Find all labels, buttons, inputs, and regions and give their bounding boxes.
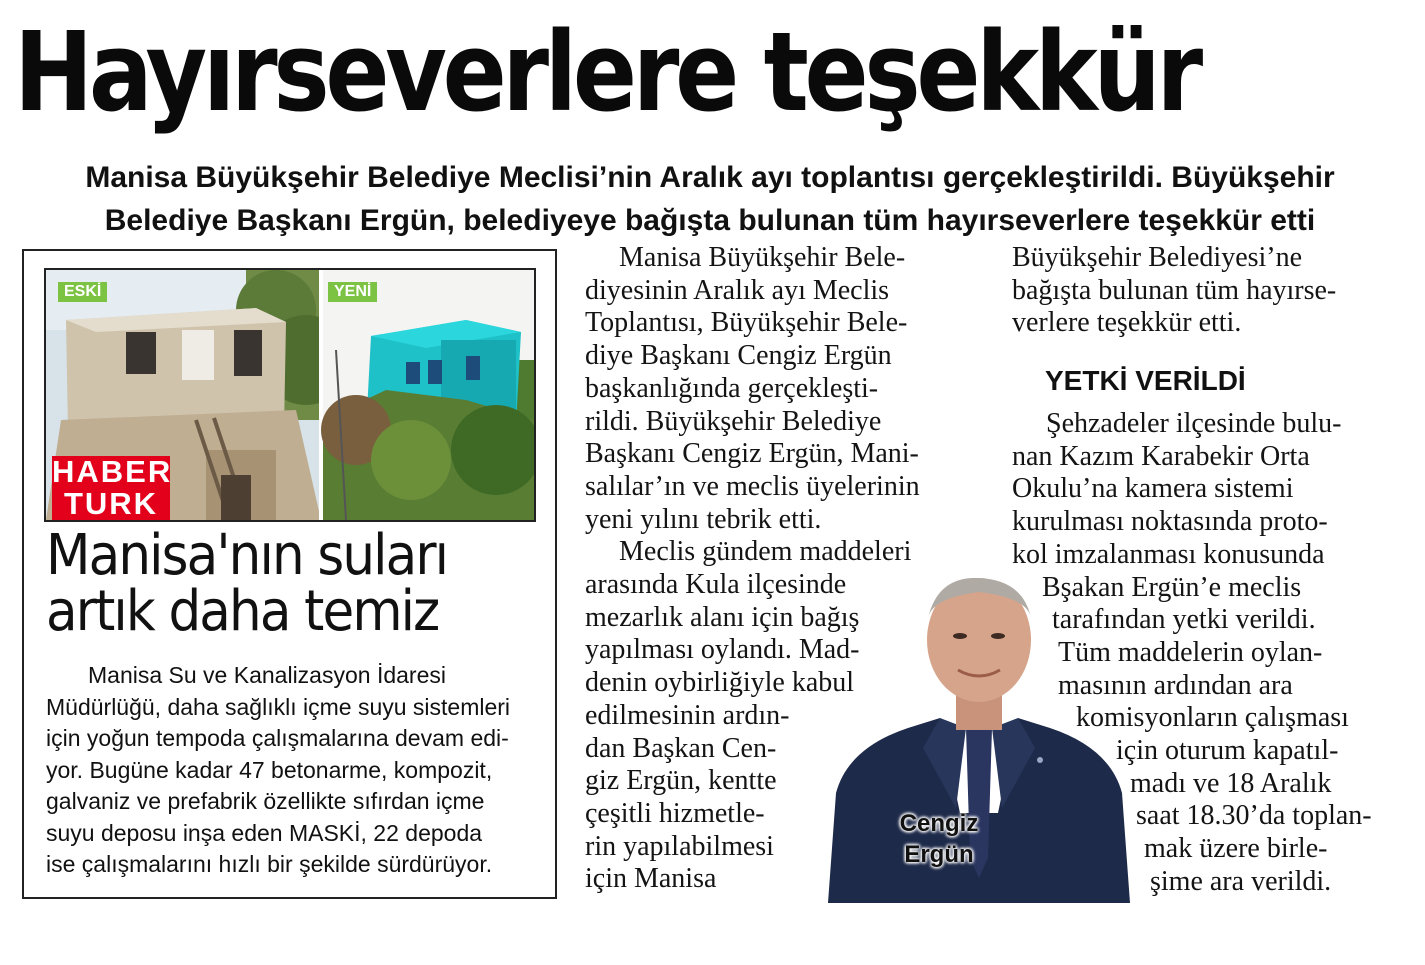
sidebar-body-line: galvaniz ve prefabrik özellikte sıfırdan içme	[46, 788, 485, 814]
sidebar-body-line: Müdürlüğü, daha sağlıklı içme suyu sistemleri	[46, 693, 511, 720]
sidebar-title	[46, 523, 556, 644]
sidebar-body-line: Manisa Su ve Kanalizasyon İdaresi	[88, 662, 446, 688]
article-line: Toplantısı, Büyükşehir Bele-	[585, 307, 908, 339]
article-line: kol imzalanması konusunda	[1012, 538, 1325, 570]
caption-line: Ergün	[904, 841, 974, 868]
article-line: mezarlık alanı için bağış	[585, 601, 860, 633]
portrait-caption	[880, 808, 998, 870]
article-line: komisyonların çalışması	[1076, 702, 1349, 734]
article-line: yeni yılını tebrik etti.	[585, 503, 822, 535]
article-line: Manisa Büyükşehir Bele-	[619, 242, 906, 273]
old-label: ESKİ	[58, 282, 107, 302]
article-line: saat 18.30’da toplan-	[1136, 800, 1372, 832]
sidebar-body-line: yor. Bugüne kadar 47 betonarme, kompozit,	[46, 756, 493, 783]
article-column-3	[1012, 408, 1412, 899]
article-line: rin yapılabilmesi	[585, 830, 774, 862]
article-line: başkanlığında gerçekleşti-	[585, 372, 879, 404]
article-line: Büyükşehir Belediyesi’ne	[1012, 242, 1303, 273]
haberturk-logo	[52, 454, 173, 522]
article-column-2	[1012, 242, 1412, 340]
article-line: madı ve 18 Aralık	[1130, 767, 1332, 799]
article-line: masının ardından ara	[1058, 669, 1293, 701]
subheadline-line: Belediye Başkanı Ergün, belediyeye bağışta bulunan tüm hayırseverlere teşekkür etti	[104, 204, 1316, 237]
article-line: Okulu’na kamera sistemi	[1012, 473, 1294, 505]
article-line: salılar’ın ve meclis üyelerinin	[585, 470, 920, 502]
subheadline	[10, 156, 1410, 242]
water-tank-photo	[44, 268, 536, 522]
article-line: Tüm maddelerin oylan-	[1058, 636, 1323, 668]
sidebar-title-line: Manisa'nın suları	[46, 523, 448, 588]
article-line: rildi. Büyükşehir Belediye	[585, 405, 882, 437]
article-line: nan Kazım Karabekir Orta	[1012, 440, 1310, 472]
article-line: mak üzere birle-	[1144, 833, 1328, 865]
article-line: yapılması oylandı. Mad-	[585, 634, 860, 666]
logo-line: TURK	[63, 486, 159, 521]
article-line: için oturum kapatıl-	[1116, 735, 1339, 767]
article-line: bağışta bulunan tüm hayırse-	[1012, 274, 1337, 306]
article-line: giz Ergün, kentte	[585, 765, 777, 797]
sidebar-body-line: suyu deposu inşa eden MASKİ, 22 depoda	[46, 819, 483, 846]
article-line: dan Başkan Cen-	[585, 732, 777, 764]
article-line: Meclis gündem maddeleri	[619, 536, 912, 568]
sidebar-body-line: için yoğun tempoda çalışmalarına devam edi-	[46, 725, 509, 751]
article-line: kurulması noktasında proto-	[1012, 506, 1328, 538]
article-line: için Manisa	[585, 863, 717, 895]
article-line: verlere teşekkür etti.	[1012, 307, 1242, 339]
article-line: şime ara verildi.	[1150, 865, 1332, 897]
article-line: çeşitli hizmetle-	[585, 797, 765, 829]
logo-line: HABER	[52, 454, 173, 489]
sidebar-body	[46, 660, 546, 881]
sidebar-title-line: artık daha temiz	[46, 579, 439, 644]
article-line: diyesinin Aralık ayı Meclis	[585, 274, 890, 306]
article-line: diye Başkanı Cengiz Ergün	[585, 340, 892, 372]
section-subtitle: YETKİ VERİLDİ	[1045, 365, 1246, 396]
article-line: edilmesinin ardın-	[585, 699, 790, 731]
headline: Hayırseverlere teşekkür	[14, 8, 1199, 136]
subheadline-line: Manisa Büyükşehir Belediye Meclisi’nin Aralık ayı toplantısı gerçekleştirildi. Büyükşehir	[85, 161, 1335, 194]
article-line: Şehzadeler ilçesinde bulu-	[1046, 408, 1342, 439]
new-label: YENİ	[328, 282, 377, 302]
sidebar-body-line: ise çalışmalarını hızlı bir şekilde sürdürüyor.	[46, 851, 493, 877]
article-line: tarafından yetki verildi.	[1052, 604, 1316, 636]
article-line: denin oybirliğiyle kabul	[585, 667, 855, 699]
caption-line: Cengiz	[899, 810, 979, 837]
article-line: Başkanı Cengiz Ergün, Mani-	[585, 438, 919, 470]
article-line: Bşakan Ergün’e meclis	[1042, 571, 1302, 603]
article-line: arasında Kula ilçesinde	[585, 569, 847, 601]
